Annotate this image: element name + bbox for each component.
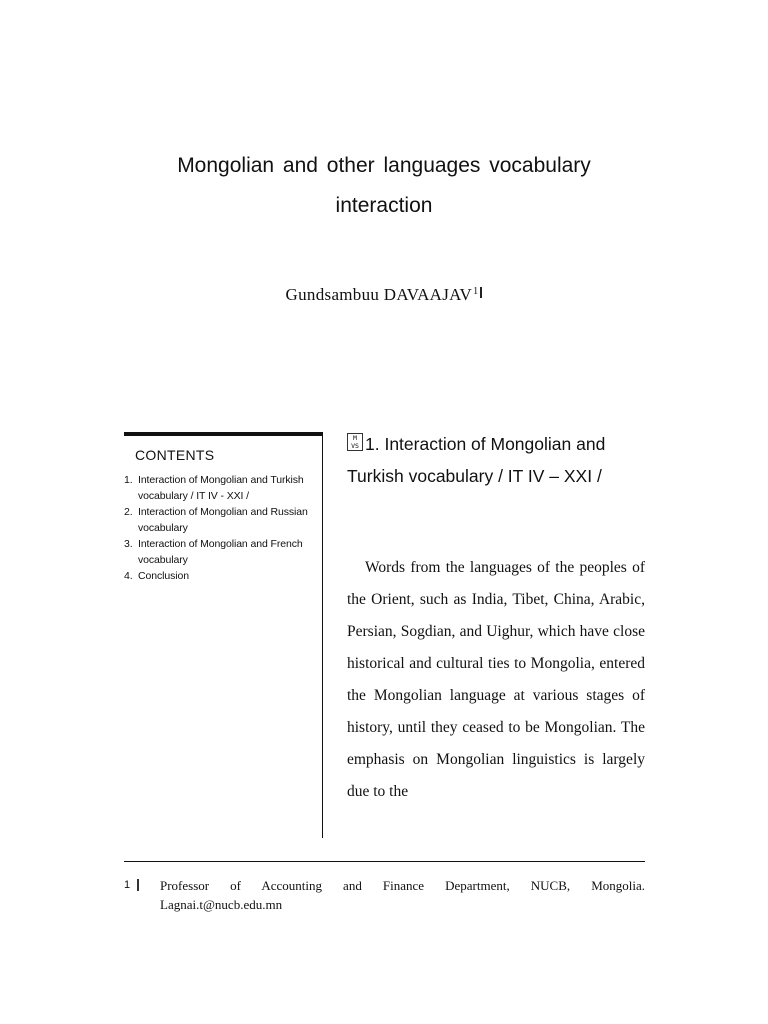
section-heading-text: 1. Interaction of Mongolian and Turkish vocabulary / IT IV – XXI /	[347, 434, 606, 486]
author-name: Gundsambuu DAVAAJAV	[285, 285, 473, 304]
contents-list	[124, 472, 322, 584]
contents-item-number: 4.	[124, 570, 133, 582]
contents-item-text: Interaction of Mongolian and Russian vocabulary	[138, 506, 308, 534]
section-marker-icon: M VS	[347, 433, 363, 451]
contents-heading: CONTENTS	[135, 447, 215, 463]
body-paragraph: Words from the languages of the peoples of the Orient, such as India, Tibet, China, Arabic, Persian, Sogdian, and Uighur, which have close historical and cultural ties to Mongolia, entered the Mongolian language at various stages of history, until they ceased to be Mongolian. The emphasis on Mongolian linguistics is largely due to the	[347, 559, 645, 800]
author-line	[0, 285, 768, 305]
contents-item-number: 1.	[124, 474, 133, 486]
contents-item[interactable]	[124, 568, 320, 584]
contents-item-number: 3.	[124, 538, 133, 550]
contents-item-text: Interaction of Mongolian and French vocabulary	[138, 538, 303, 566]
section-heading	[347, 428, 647, 492]
footnote-bar-icon	[137, 879, 139, 891]
contents-item-text: Conclusion	[138, 570, 189, 582]
contents-item[interactable]	[124, 536, 320, 568]
contents-item-text: Interaction of Mongolian and Turkish vocabulary / IT IV - XXI /	[138, 474, 304, 502]
footnote-email[interactable]: Lagnai.t@nucb.edu.mn	[160, 897, 283, 912]
paper-title	[100, 146, 668, 226]
footnote-divider	[124, 861, 645, 862]
contents-item-number: 2.	[124, 506, 133, 518]
title-line-2: interaction	[335, 194, 433, 217]
author-footnote-mark[interactable]: 1	[473, 286, 479, 297]
footnote	[124, 876, 645, 914]
footnote-line-1: Professor of Accounting and Finance Department, NUCB, Mongolia.	[160, 878, 645, 893]
contents-box	[124, 432, 323, 838]
title-line-1: Mongolian and other languages vocabulary	[177, 154, 591, 177]
footnote-number: 1	[124, 879, 131, 891]
contents-item[interactable]	[124, 504, 320, 536]
footnote-bar-icon	[480, 287, 482, 298]
contents-item[interactable]	[124, 472, 320, 504]
